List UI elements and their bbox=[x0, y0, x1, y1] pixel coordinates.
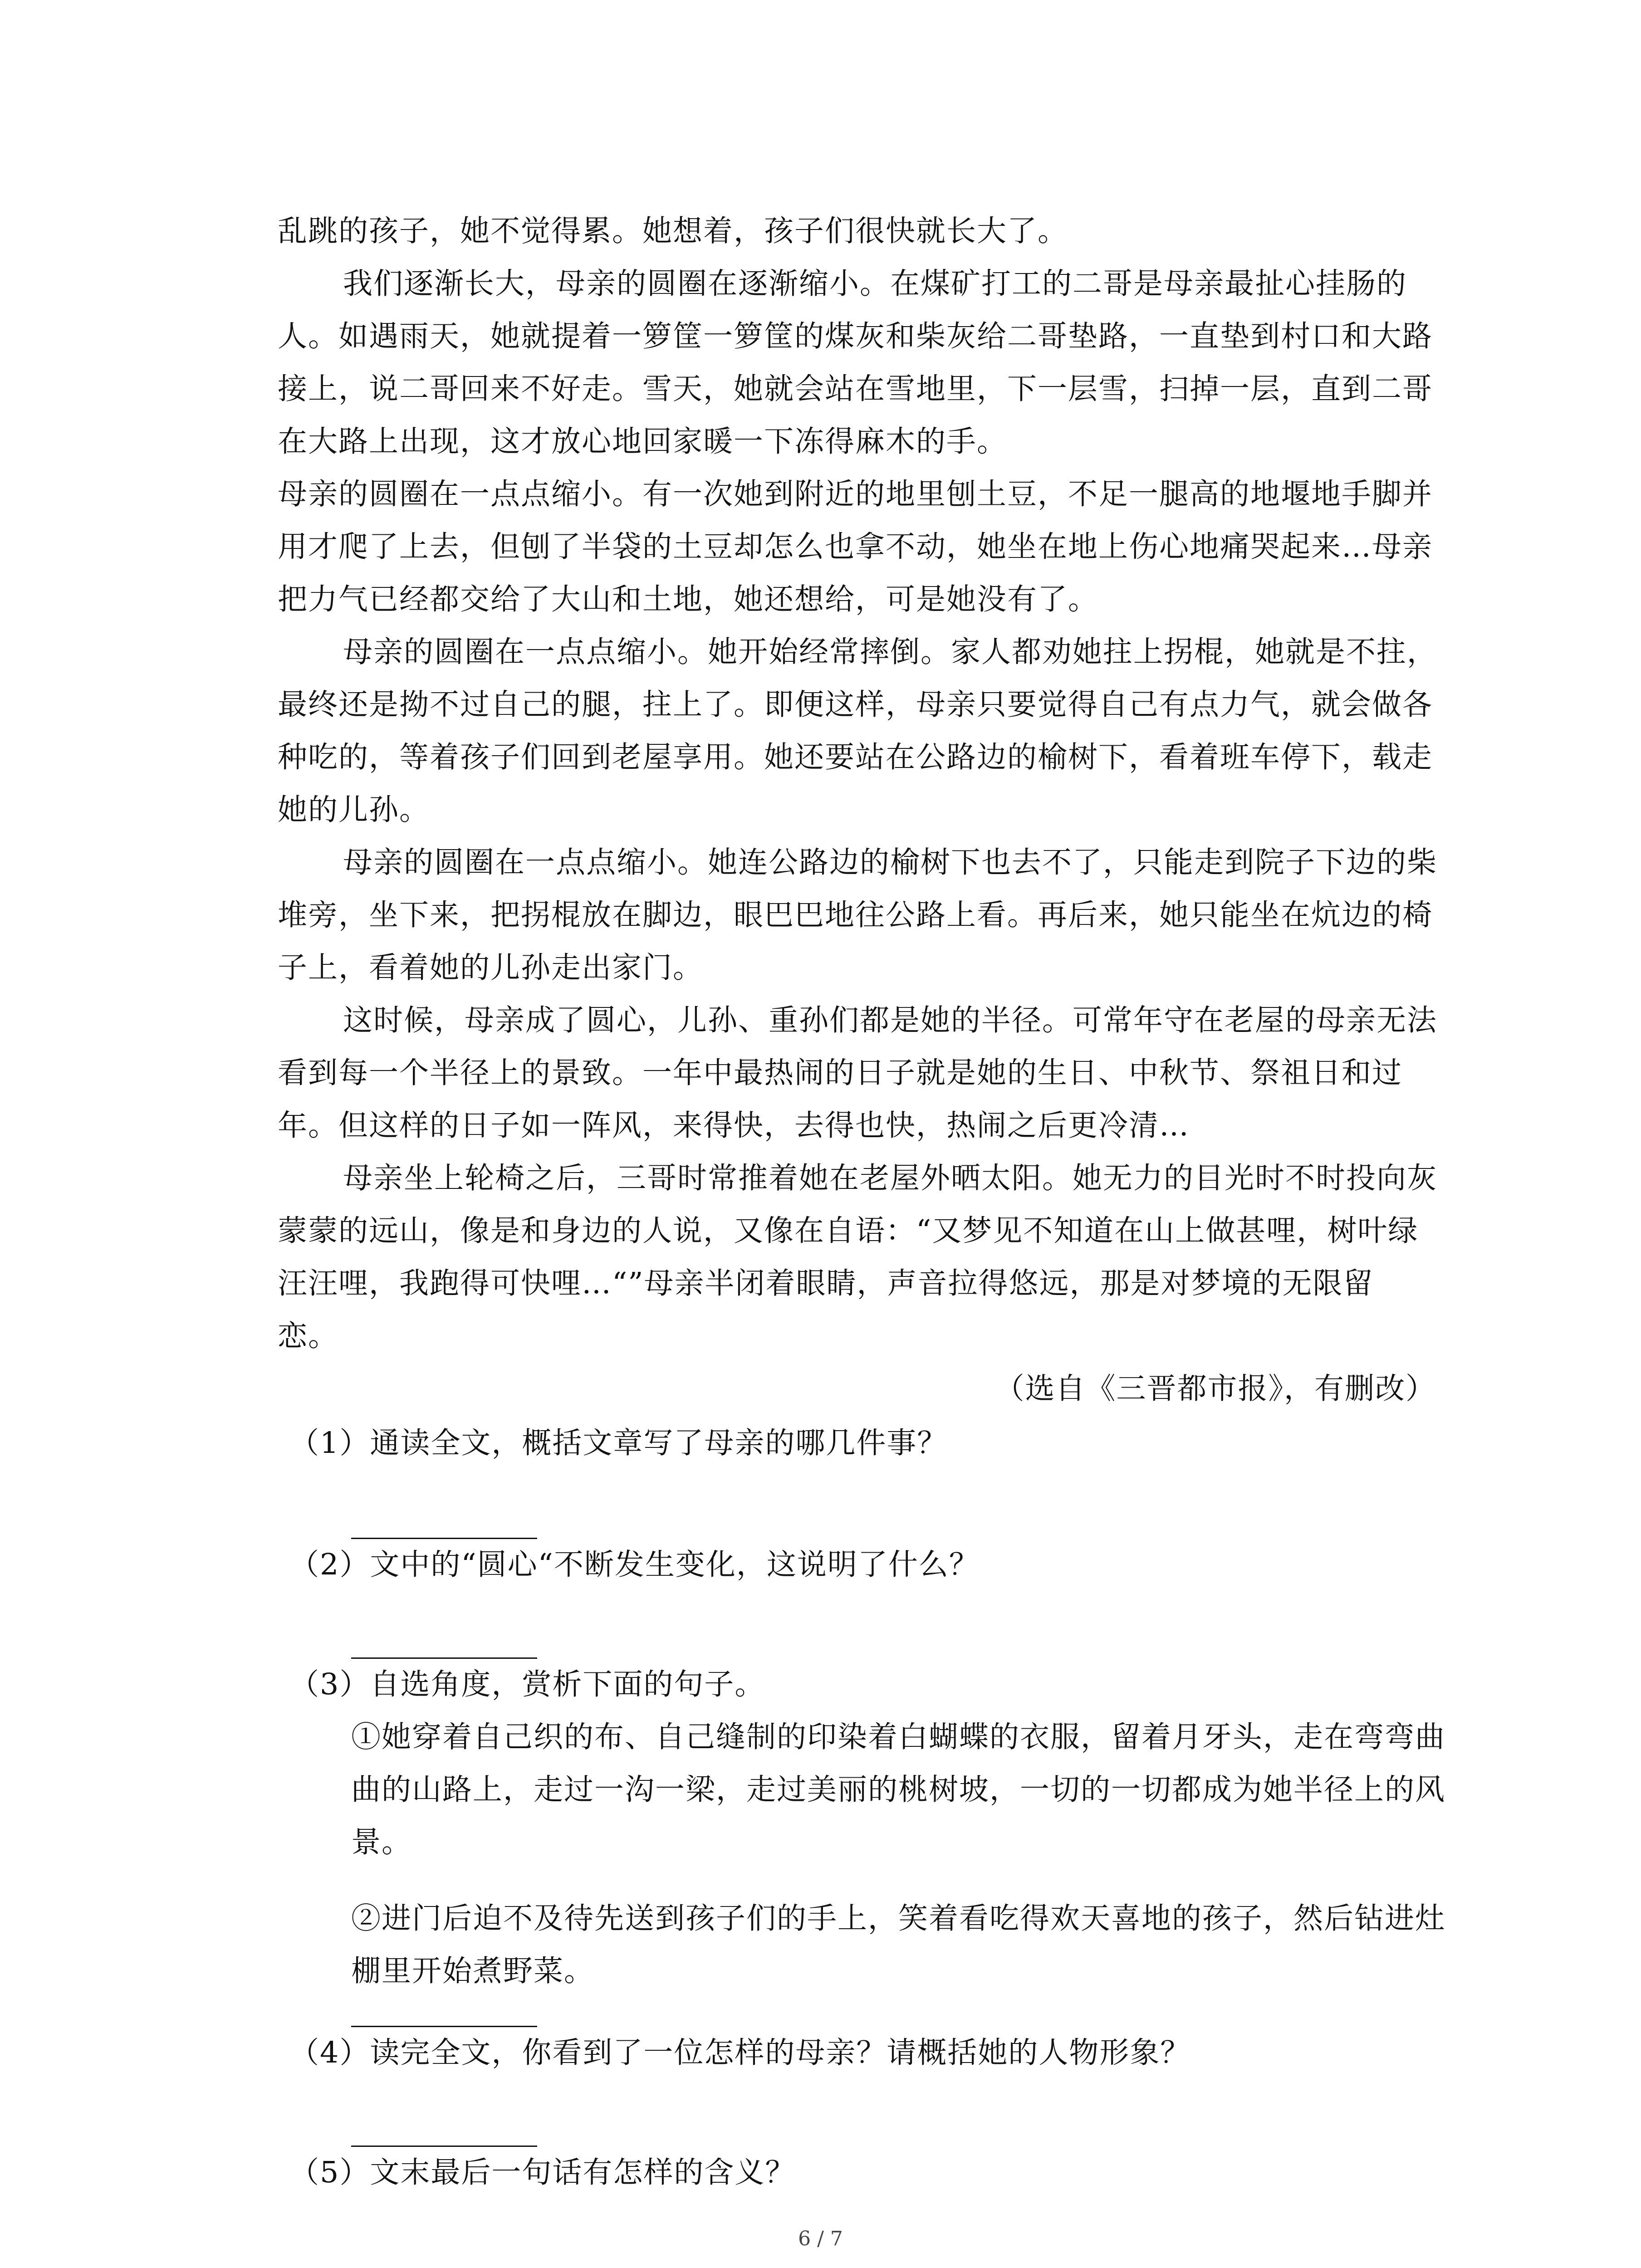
passage-line-7: 用才爬了上去，但刨了半袋的土豆却怎么也拿不动，她坐在地上伤心地痛哭起来…母亲 bbox=[278, 530, 1433, 564]
passage-line-22: 恋。 bbox=[278, 1319, 339, 1353]
passage-line-18: 年。但这样的日子如一阵风，来得快，去得也快，热闹之后更冷清… bbox=[278, 1109, 1190, 1143]
question-3: （3）自选角度，赏析下面的句子。 bbox=[289, 1667, 765, 1701]
passage-line-13: 母亲的圆圈在一点点缩小。她连公路边的榆树下也去不了，只能走到院子下边的柴 bbox=[343, 846, 1438, 880]
passage-line-15: 子上，看着她的儿孙走出家门。 bbox=[278, 951, 704, 985]
passage-line-20: 蒙蒙的远山，像是和身边的人说，又像在自语：“又梦见不知道在山上做甚哩，树叶绿 bbox=[278, 1214, 1419, 1248]
answer-blank-4[interactable] bbox=[351, 2146, 537, 2147]
passage-line-17: 看到每一个半径上的景致。一年中最热闹的日子就是她的生日、中秋节、祭祖日和过 bbox=[278, 1056, 1403, 1090]
page-number: 6 / 7 bbox=[798, 2227, 843, 2250]
answer-blank-2[interactable] bbox=[351, 1657, 537, 1659]
answer-blank-3[interactable] bbox=[351, 2026, 537, 2027]
passage-line-4: 接上，说二哥回来不好走。雪天，她就会站在雪地里，下一层雪，扫掉一层，直到二哥 bbox=[278, 372, 1433, 406]
question-3-sentence-2-line-2: 棚里开始煮野菜。 bbox=[351, 1954, 595, 1988]
passage-line-6: 母亲的圆圈在一点点缩小。有一次她到附近的地里刨土豆，不足一腿高的地堰地手脚并 bbox=[278, 477, 1433, 511]
passage-line-3: 人。如遇雨天，她就提着一箩筐一箩筐的煤灰和柴灰给二哥垫路，一直垫到村口和大路 bbox=[278, 319, 1433, 353]
passage-line-1: 乱跳的孩子，她不觉得累。她想着，孩子们很快就长大了。 bbox=[278, 214, 1068, 248]
answer-blank-1[interactable] bbox=[351, 1538, 537, 1539]
question-3-sentence-1-line-1: ①她穿着自己织的布、自己缝制的印染着白蝴蝶的衣服，留着月牙头，走在弯弯曲 bbox=[351, 1720, 1446, 1754]
question-1: （1）通读全文，概括文章写了母亲的哪几件事？ bbox=[289, 1426, 948, 1460]
passage-line-10: 最终还是拗不过自己的腿，拄上了。即便这样，母亲只要觉得自己有点力气，就会做各 bbox=[278, 688, 1433, 722]
passage-line-16: 这时候，母亲成了圆心，儿孙、重孙们都是她的半径。可常年守在老屋的母亲无法 bbox=[343, 1003, 1438, 1037]
passage-line-14: 堆旁，坐下来，把拐棍放在脚边，眼巴巴地往公路上看。再后来，她只能坐在炕边的椅 bbox=[278, 898, 1433, 932]
question-3-sentence-1-line-2: 曲的山路上，走过一沟一梁，走过美丽的桃树坡，一切的一切都成为她半径上的风 bbox=[351, 1773, 1446, 1807]
question-3-sentence-2-line-1: ②进门后迫不及待先送到孩子们的手上，笑着看吃得欢天喜地的孩子，然后钻进灶 bbox=[351, 1901, 1446, 1936]
passage-line-8: 把力气已经都交给了大山和土地，她还想给，可是她没有了。 bbox=[278, 582, 1099, 616]
question-5: （5）文末最后一句话有怎样的含义？ bbox=[289, 2156, 796, 2190]
passage-line-21: 汪汪哩，我跑得可快哩…“”母亲半闭着眼睛，声音拉得悠远，那是对梦境的无限留 bbox=[278, 1266, 1374, 1300]
passage-line-11: 种吃的，等着孩子们回到老屋享用。她还要站在公路边的榆树下，看着班车停下，载走 bbox=[278, 740, 1433, 774]
question-4: （4）读完全文，你看到了一位怎样的母亲？请概括她的人物形象？ bbox=[289, 2036, 1191, 2070]
question-2: （2）文中的“圆心“不断发生变化，这说明了什么？ bbox=[289, 1548, 980, 1582]
passage-line-2: 我们逐渐长大，母亲的圆圈在逐渐缩小。在煤矿打工的二哥是母亲最扯心挂肠的 bbox=[343, 267, 1407, 301]
passage-line-12: 她的儿孙。 bbox=[278, 793, 430, 827]
passage-line-9: 母亲的圆圈在一点点缩小。她开始经常摔倒。家人都劝她拄上拐棍，她就是不拄， bbox=[343, 635, 1438, 669]
question-3-sentence-1-line-3: 景。 bbox=[351, 1825, 412, 1859]
passage-source: （选自《三晋都市报》，有删改） bbox=[994, 1372, 1436, 1406]
passage-line-5: 在大路上出现，这才放心地回家暖一下冻得麻木的手。 bbox=[278, 425, 1008, 459]
passage-line-19: 母亲坐上轮椅之后，三哥时常推着她在老屋外晒太阳。她无力的目光时不时投向灰 bbox=[343, 1161, 1438, 1195]
